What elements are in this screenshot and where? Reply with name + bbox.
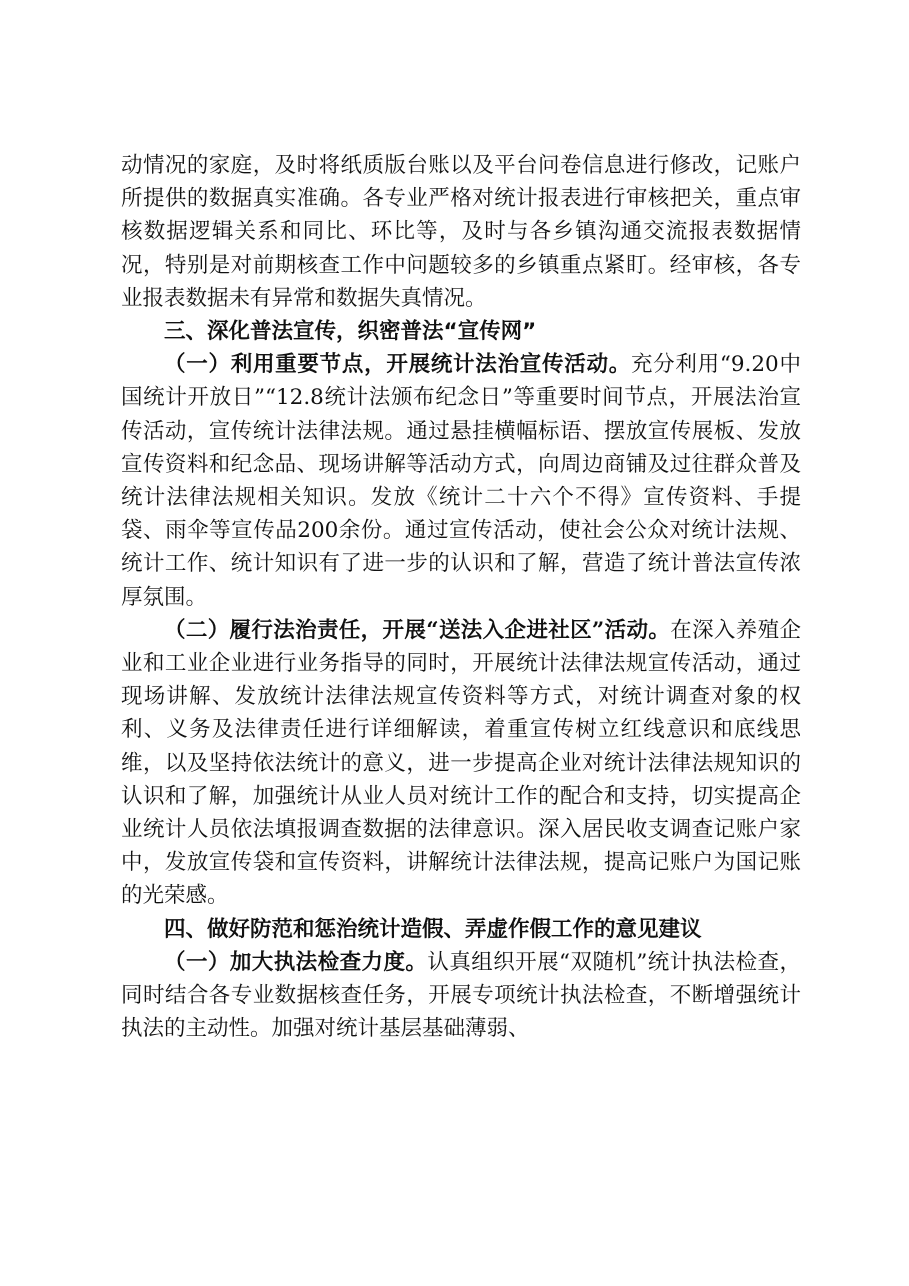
paragraph-continuation: 动情况的家庭，及时将纸质版台账以及平台问卷信息进行修改，记账户所提供的数据真实准确。各专业严格对统计报表进行审核把关，重点审核数据逻辑关系和同比、环比等，及时与各乡镇沟通交流报表数据情况，特别是对前期核查工作中问题较多的乡镇重点紧盯。经审核，各专业报表数据未有异常和数据失真情况。: [121, 153, 801, 311]
item-4-1-lead: （一）加大执法检查力度。: [164, 949, 428, 975]
item-3-2-body: 在深入养殖企业和工业企业进行业务指导的同时，开展统计法律法规宣传活动，通过现场讲解、发放统计法律法规宣传资料等方式，对统计调查对象的权利、义务及法律责任进行详细解读，着重宣传树立红线意识和底线思维，以及坚持依法统计的意义，进一步提高企业对统计法律法规知识的认识和了解，加强统计从业人员对统计工作的配合和支持，切实提高企业统计人员依法填报调查数据的法律意识。深入居民收支调查记账户家中，发放宣传袋和宣传资料，讲解统计法律法规，提高记账户为国记账的光荣感。: [121, 617, 801, 909]
item-3-1-lead: （一）利用重要节点，开展统计法治宣传活动。: [164, 352, 631, 378]
section-heading-3: 三、深化普法宣传，织密普法“宣传网”: [164, 319, 537, 345]
item-3-2-lead: （二）履行法治责任，开展“送法入企进社区”活动。: [164, 617, 671, 643]
item-3-1-body: 充分利用“9.20中国统计开放日”“12.8统计法颁布纪念日”等重要时间节点，开展法治宣传活动，宣传统计法律法规。通过悬挂横幅标语、摆放宣传展板、发放宣传资料和纪念品、现场讲解等活动方式，向周边商铺及过往群众普及统计法律法规相关知识。发放《统计二十六个不得》宣传资料、手提袋、雨伞等宣传品200余份。通过宣传活动，使社会公众对统计法规、统计工作、统计知识有了进一步的认识和了解，营造了统计普法宣传浓厚氛围。: [121, 352, 801, 610]
section-heading-4: 四、做好防范和惩治统计造假、弄虚作假工作的意见建议: [164, 916, 702, 942]
item-4-1-body: 认真组织开展“双随机”统计执法检查，同时结合各专业数据核查任务，开展专项统计执法检查，不断增强统计执法的主动性。加强对统计基层基础薄弱、: [121, 949, 801, 1042]
paragraph-item-3-2: [121, 614, 801, 913]
paragraph-item-4-1: [121, 946, 801, 1046]
paragraph-item-3-1: [121, 348, 801, 614]
document-body: [121, 149, 801, 1045]
